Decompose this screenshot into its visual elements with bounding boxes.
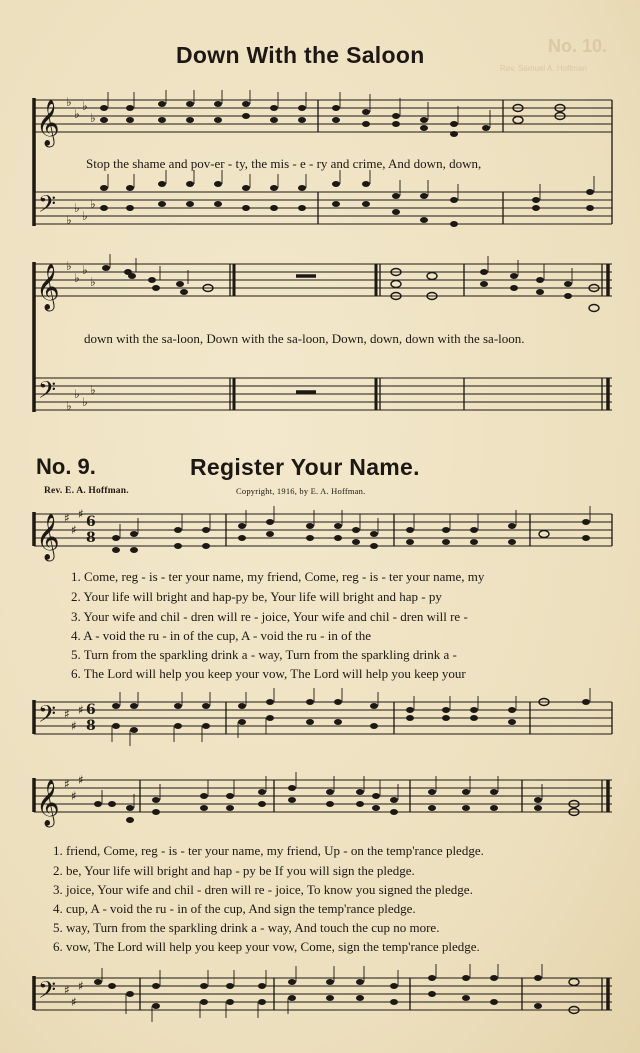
bass-clef-icon: 𝄢 <box>38 190 57 223</box>
bass-clef-icon: 𝄢 <box>38 976 57 1009</box>
svg-text:♯: ♯ <box>64 777 70 791</box>
hymn2-system1-treble <box>0 500 640 570</box>
svg-text:♯: ♯ <box>71 523 77 537</box>
svg-text:♯: ♯ <box>71 789 77 803</box>
verse-line: 6. vow, The Lord will help you keep your vow, Come, sign the temp'rance pledge. <box>53 939 480 954</box>
hymn1-treble-notes-2 <box>102 254 599 312</box>
svg-text:♭: ♭ <box>66 213 72 227</box>
svg-text:♭: ♭ <box>74 387 80 401</box>
hymn1-lyrics-line1: Stop the shame and pov-er - ty, the mis - e - ry and crime, And down, down, <box>86 156 482 171</box>
svg-text:♯: ♯ <box>78 773 84 787</box>
hymn2-number: No. 9. <box>36 454 96 479</box>
hymn2-author: Rev. E. A. Hoffman. <box>44 486 129 496</box>
svg-text:♯: ♯ <box>78 703 84 717</box>
svg-text:♭: ♭ <box>90 197 96 211</box>
svg-text:♭: ♭ <box>82 209 88 223</box>
hymn2-bass-notes-1 <box>112 688 590 746</box>
svg-text:♭: ♭ <box>90 111 96 125</box>
svg-text:♭: ♭ <box>82 263 88 277</box>
svg-text:♭: ♭ <box>82 395 88 409</box>
verse-line: 5. Turn from the sparkling drink a - way, Turn from the sparkling drink a - <box>71 647 457 662</box>
bleed-through-author: Rev. Samuel A. Hoffman <box>500 64 587 73</box>
verse-line: 1. Come, reg - is - ter your name, my friend, Come, reg - is - ter your name, my <box>71 569 485 584</box>
verse-line: 3. Your wife and chil - dren will re - joice, Your wife and chil - dren will re - <box>71 609 468 624</box>
hymn1-bass-staff-2 <box>34 378 612 410</box>
hymn2-system2-bass <box>0 956 640 1036</box>
hymn2-copyright: Copyright, 1916, by E. A. Hoffman. <box>236 486 366 496</box>
treble-clef-icon: 𝄞 <box>36 264 60 310</box>
verse-line: 6. The Lord will help you keep your vow, The Lord will help you keep your <box>71 666 466 681</box>
svg-text:♯: ♯ <box>78 979 84 993</box>
svg-text:♯: ♯ <box>71 719 77 733</box>
verse-line: 5. way, Turn from the sparkling drink a - way, And touch the cup no more. <box>53 920 440 935</box>
svg-text:♭: ♭ <box>90 275 96 289</box>
hymn1-lyrics-line2: down with the sa-loon, Down with the sa-loon, Down, down, down with the sa-loon. <box>84 331 525 346</box>
svg-text:♯: ♯ <box>64 983 70 997</box>
verse-line: 2. be, Your life will bright and hap - py be If you will sign the pledge. <box>53 863 415 878</box>
verse-line: 4. A - void the ru - in of the cup, A - void the ru - in of the <box>71 628 372 643</box>
svg-text:♭: ♭ <box>66 399 72 413</box>
bass-clef-icon: 𝄢 <box>38 376 57 409</box>
hymn2-title: Register Your Name. <box>190 454 420 480</box>
svg-text:♭: ♭ <box>74 271 80 285</box>
bass-clef-icon: 𝄢 <box>38 700 57 733</box>
svg-text:♭: ♭ <box>74 107 80 121</box>
hymn1-treble-staff-1 <box>34 100 612 132</box>
svg-text:6: 6 <box>86 702 96 718</box>
time-signature-top: 6 <box>86 514 96 530</box>
hymn1-treble-notes-1 <box>100 90 565 137</box>
hymn2-system2-treble <box>0 766 640 836</box>
treble-clef-icon: 𝄞 <box>36 514 60 560</box>
svg-text:♭: ♭ <box>90 383 96 397</box>
svg-text:♭: ♭ <box>74 201 80 215</box>
hymn1-bass-notes-1 <box>100 170 594 227</box>
time-signature-bottom: 8 <box>86 530 96 546</box>
svg-text:♯: ♯ <box>64 511 70 525</box>
svg-text:♭: ♭ <box>66 95 72 109</box>
svg-text:♭: ♭ <box>82 99 88 113</box>
verse-line: 2. Your life will bright and hap-py be, Your life will bright and hap - py <box>71 589 442 604</box>
bleed-through-number: No. 10. <box>548 36 608 56</box>
treble-clef-icon: 𝄞 <box>36 100 60 146</box>
hymn1-treble-staff-2 <box>34 264 612 296</box>
verse-line: 1. friend, Come, reg - is - ter your name, my friend, Up - on the temp'rance pledge. <box>53 843 484 858</box>
hymn2-bass-notes-2 <box>94 964 579 1022</box>
hymn1-bass-staff-1 <box>34 192 612 224</box>
svg-text:♯: ♯ <box>78 507 84 521</box>
svg-text:♯: ♯ <box>71 995 77 1009</box>
verse-line: 4. cup, A - void the ru - in of the cup, And sign the temp'rance pledge. <box>53 901 416 916</box>
svg-text:♭: ♭ <box>66 259 72 273</box>
verse-line: 3. joice, Your wife and chil - dren will re - joice, To know you signed the pledge. <box>53 882 473 897</box>
hymn2-system1-bass <box>0 680 640 750</box>
treble-clef-icon: 𝄞 <box>36 780 60 826</box>
svg-text:8: 8 <box>86 718 96 734</box>
hymn1-title: Down With the Saloon <box>176 42 425 68</box>
svg-text:♯: ♯ <box>64 707 70 721</box>
